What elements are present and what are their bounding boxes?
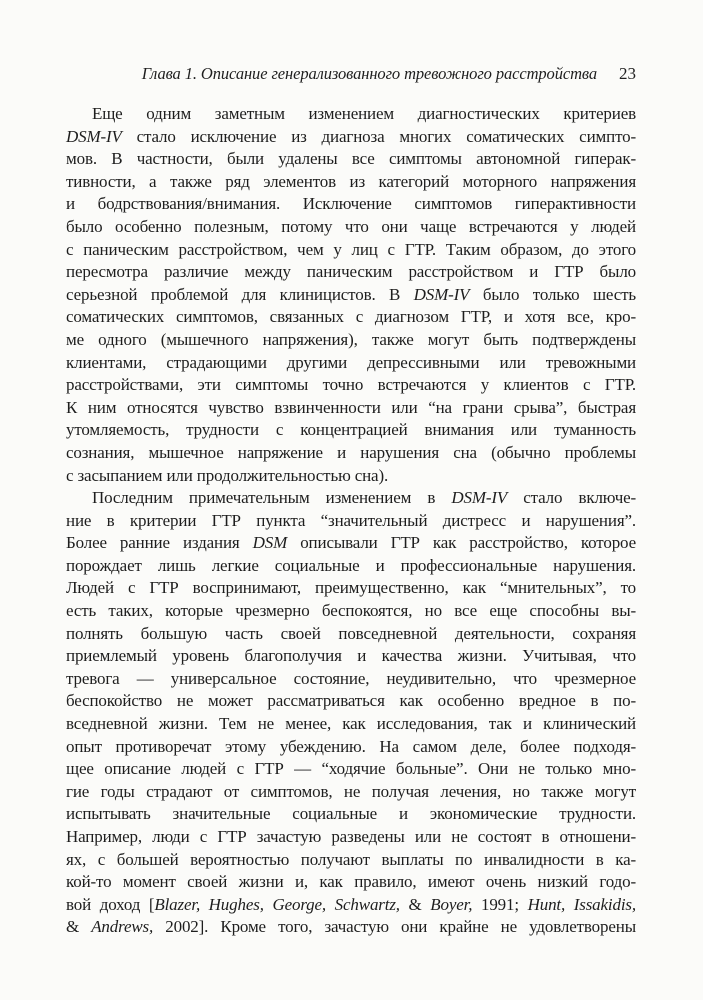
- text-line: [66, 397, 636, 420]
- page-number: 23: [619, 64, 636, 83]
- text-line: [66, 894, 636, 917]
- text-run: 1991;: [472, 894, 528, 914]
- body-text: [66, 103, 636, 939]
- text-line: [66, 216, 636, 239]
- running-header: [66, 64, 636, 90]
- text-line: [66, 532, 636, 555]
- text-run: опыт противоречат этому убеждению. На самом деле, более подходя-: [66, 736, 636, 756]
- text-line: [66, 668, 636, 691]
- text-run: беспокойство не может рассматриваться как особенно вредное в по-: [66, 691, 636, 711]
- text-run: серьезной проблемой для клиницистов. В: [66, 284, 414, 304]
- italic-text: Hunt, Issakidis,: [527, 894, 636, 914]
- text-run: гие годы страдают от симптомов, не получая лечения, но также могут: [66, 781, 636, 801]
- text-line: [66, 126, 636, 149]
- text-line: [66, 284, 636, 307]
- text-run: утомляемость, трудности с концентрацией внимания или туманность: [66, 420, 636, 440]
- text-run: тревога — универсальное состояние, неудивительно, что чрезмерное: [66, 668, 636, 688]
- text-line: [66, 510, 636, 533]
- text-run: ме одного (мышечного напряжения), также могут быть подтверждены: [66, 329, 636, 349]
- text-line: [66, 736, 636, 759]
- text-line: [66, 239, 636, 262]
- text-run: с засыпанием или продолжительностью сна).: [66, 465, 389, 485]
- text-run: ние в критерии ГТР пункта “значительный дистресс и нарушения”.: [66, 510, 636, 530]
- text-run: вседневной жизни. Тем не менее, как исследования, так и клинический: [66, 714, 636, 734]
- italic-text: DSM-IV: [413, 284, 470, 304]
- text-line: [66, 803, 636, 826]
- text-line: [66, 352, 636, 375]
- text-line: [66, 916, 636, 939]
- text-line: [66, 329, 636, 352]
- text-line: [66, 465, 636, 488]
- text-run: есть таких, которые чрезмерно беспокоятся, но все еще способны вы-: [66, 601, 636, 621]
- text-run: пересмотра различие между паническим расстройством и ГТР было: [66, 262, 636, 282]
- text-line: [66, 193, 636, 216]
- text-line: [66, 849, 636, 872]
- text-run: мов. В частности, были удалены все симптомы автономной гиперак-: [66, 149, 636, 169]
- text-line: [66, 826, 636, 849]
- text-run: описывали ГТР как расстройство, которое: [287, 533, 636, 553]
- text-run: Например, люди с ГТР зачастую разведены или не состоят в отношени-: [66, 827, 636, 846]
- italic-text: Boyer,: [430, 894, 473, 914]
- text-run: сознания, мышечное напряжение и нарушения сна (обычно проблемы: [66, 442, 636, 462]
- text-line: [66, 758, 636, 781]
- italic-text: DSM: [252, 533, 288, 553]
- text-run: стало исключение из диагноза многих соматических симпто-: [121, 126, 636, 146]
- text-run: с паническим расстройством, чем у лиц с ГТР. Таким образом, до этого: [66, 239, 636, 259]
- text-run: Еще одним заметным изменением диагностических критериев: [92, 104, 636, 123]
- text-run: 2002]. Кроме того, зачастую они крайне не удовлетворены: [153, 917, 636, 937]
- text-line: [66, 374, 636, 397]
- text-line: [66, 171, 636, 194]
- text-line: [66, 623, 636, 646]
- text-line: [66, 419, 636, 442]
- text-line: [66, 713, 636, 736]
- text-run: щее описание людей с ГТР — “ходячие больные”. Они не только мно-: [66, 759, 636, 779]
- text-line: [66, 487, 636, 510]
- text-line: [66, 871, 636, 894]
- italic-text: DSM-IV: [66, 126, 122, 146]
- text-run: вой доход [: [66, 894, 155, 914]
- text-run: соматических симптомов, связанных с диагнозом ГТР, и хотя все, кро-: [66, 307, 636, 327]
- chapter-title: Глава 1. Описание генерализованного тревожного расстройства: [141, 64, 597, 83]
- italic-text: Blazer, Hughes, George, Schwartz,: [154, 894, 400, 914]
- text-line: [66, 690, 636, 713]
- text-run: испытывать значительные социальные и экономические трудности.: [66, 804, 636, 824]
- text-run: &: [66, 917, 92, 937]
- text-line: [66, 306, 636, 329]
- text-run: было только шесть: [469, 284, 636, 304]
- text-run: К ним относятся чувство взвинченности или “на грани срыва”, быстрая: [66, 397, 636, 417]
- text-line: [66, 577, 636, 600]
- text-run: стало включе-: [507, 488, 636, 508]
- text-run: Людей с ГТР воспринимают, преимущественно, как “мнительных”, то: [66, 578, 636, 598]
- text-line: [66, 442, 636, 465]
- text-line: [66, 555, 636, 578]
- text-line: [66, 148, 636, 171]
- text-line: [66, 103, 636, 126]
- text-run: клиентами, страдающими другими депрессивными или тревожными: [66, 352, 636, 372]
- italic-text: DSM-IV: [451, 488, 508, 508]
- text-line: [66, 261, 636, 284]
- text-run: и бодрствования/внимания. Исключение симптомов гиперактивности: [66, 194, 636, 214]
- text-run: ях, с большей вероятностью получают выплаты по инвалидности в ка-: [66, 849, 636, 869]
- text-line: [66, 645, 636, 668]
- text-run: полнять большую часть своей повседневной деятельности, сохраняя: [66, 623, 636, 643]
- text-line: [66, 600, 636, 623]
- text-line: [66, 781, 636, 804]
- text-run: кой-то момент своей жизни и, как правило, имеют очень низкий годо-: [66, 872, 636, 892]
- text-run: Более ранние издания: [66, 533, 253, 553]
- text-run: было особенно полезным, потому что они чаще встречаются у людей: [66, 216, 636, 236]
- text-run: &: [399, 894, 431, 914]
- text-run: тивности, а также ряд элементов из категорий моторного напряжения: [66, 171, 636, 191]
- text-run: порождает лишь легкие социальные и профессиональные нарушения.: [66, 555, 636, 575]
- text-run: приемлемый уровень благополучия и качества жизни. Учитывая, что: [66, 646, 636, 666]
- text-run: Последним примечательным изменением в: [92, 488, 452, 508]
- italic-text: Andrews,: [91, 917, 154, 937]
- text-run: расстройствами, эти симптомы точно встречаются у клиентов с ГТР.: [66, 375, 636, 395]
